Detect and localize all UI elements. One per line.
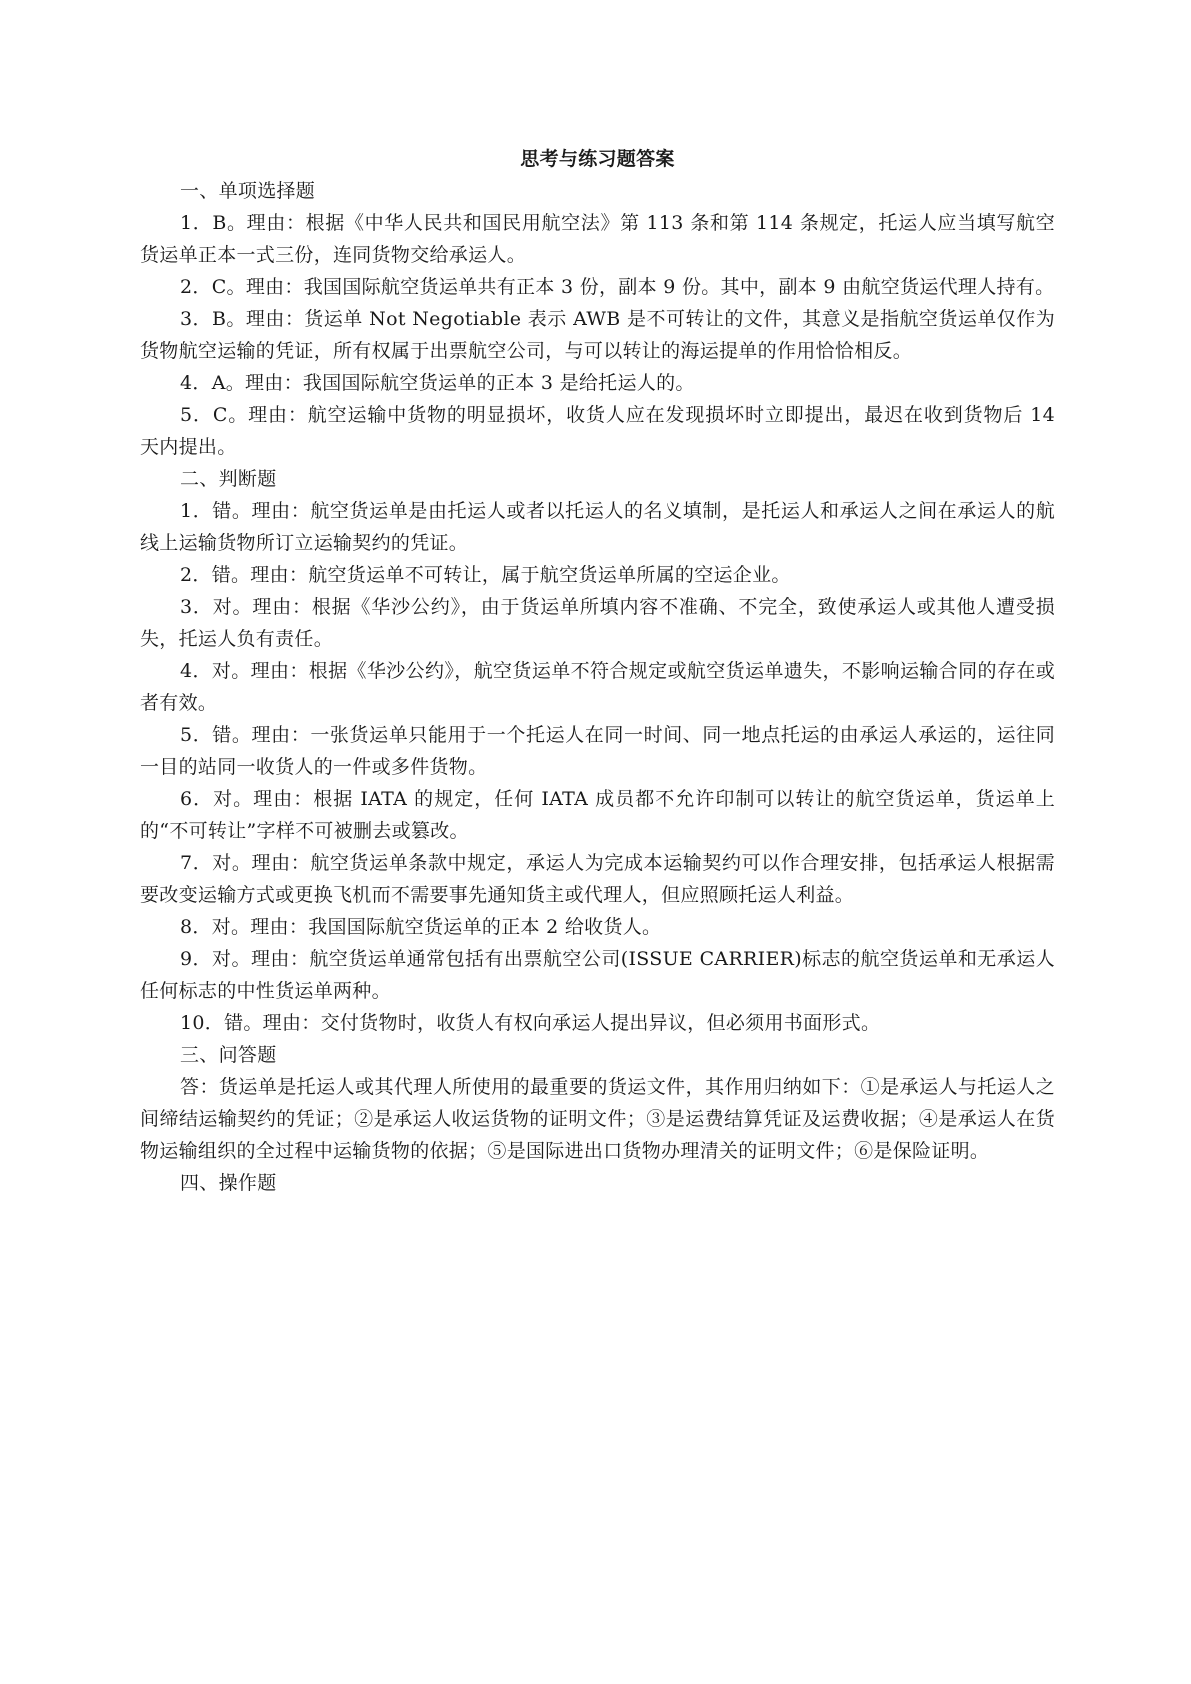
answer-item: 9．对。理由：航空货运单通常包括有出票航空公司(ISSUE CARRIER)标志的航空货运单和无承运人任何标志的中性货运单两种。	[140, 948, 1055, 1002]
answer-item: 5．C。理由：航空运输中货物的明显损坏，收货人应在发现损坏时立即提出，最迟在收到货物后 14 天内提出。	[140, 404, 1055, 458]
document-title: 思考与练习题答案	[520, 148, 675, 170]
answer-item: 3．对。理由：根据《华沙公约》，由于货运单所填内容不准确、不完全，致使承运人或其他人遭受损失，托运人负有责任。	[140, 596, 1055, 650]
section-single-choice	[140, 175, 1055, 463]
section-operation	[140, 1167, 1055, 1199]
section-heading: 二、判断题	[180, 468, 277, 490]
section-heading: 一、单项选择题	[180, 180, 316, 202]
answer-item: 答：货运单是托运人或其代理人所使用的最重要的货运文件，其作用归纳如下：①是承运人与托运人之间缔结运输契约的凭证；②是承运人收运货物的证明文件；③是运费结算凭证及运费收据；④是承运人在货物运输组织的全过程中运输货物的依据；⑤是国际进出口货物办理清关的证明文件；⑥是保险证明。	[140, 1076, 1055, 1162]
answer-item: 6．对。理由：根据 IATA 的规定，任何 IATA 成员都不允许印制可以转让的航空货运单，货运单上的“不可转让”字样不可被删去或篡改。	[140, 788, 1055, 842]
answer-item: 3．B。理由：货运单 Not Negotiable 表示 AWB 是不可转让的文件，其意义是指航空货运单仅作为货物航空运输的凭证，所有权属于出票航空公司，与可以转让的海运提单的作用恰恰相反。	[140, 308, 1055, 362]
answer-item: 1．错。理由：航空货运单是由托运人或者以托运人的名义填制，是托运人和承运人之间在承运人的航线上运输货物所订立运输契约的凭证。	[140, 500, 1055, 554]
section-heading: 三、问答题	[180, 1044, 277, 1066]
answer-item: 10．错。理由：交付货物时，收货人有权向承运人提出异议，但必须用书面形式。	[180, 1012, 881, 1034]
section-true-false	[140, 463, 1055, 1039]
answer-item: 4．A。理由：我国国际航空货运单的正本 3 是给托运人的。	[180, 372, 695, 394]
answer-item: 8．对。理由：我国国际航空货运单的正本 2 给收货人。	[180, 916, 662, 938]
answer-item: 2．C。理由：我国国际航空货运单共有正本 3 份，副本 9 份。其中，副本 9 由航空货运代理人持有。	[180, 276, 1055, 298]
answer-item: 5．错。理由：一张货运单只能用于一个托运人在同一时间、同一地点托运的由承运人承运的，运往同一目的站同一收货人的一件或多件货物。	[140, 724, 1055, 778]
answer-item: 4．对。理由：根据《华沙公约》，航空货运单不符合规定或航空货运单遗失，不影响运输合同的存在或者有效。	[140, 660, 1055, 714]
section-heading: 四、操作题	[180, 1172, 277, 1194]
answer-item: 7．对。理由：航空货运单条款中规定，承运人为完成本运输契约可以作合理安排，包括承运人根据需要改变运输方式或更换飞机而不需要事先通知货主或代理人，但应照顾托运人利益。	[140, 852, 1055, 906]
answer-item: 2．错。理由：航空货运单不可转让，属于航空货运单所属的空运企业。	[180, 564, 791, 586]
document-body	[140, 143, 1055, 1199]
answer-item: 1．B。理由：根据《中华人民共和国民用航空法》第 113 条和第 114 条规定，托运人应当填写航空货运单正本一式三份，连同货物交给承运人。	[140, 212, 1055, 266]
section-short-answer	[140, 1039, 1055, 1167]
